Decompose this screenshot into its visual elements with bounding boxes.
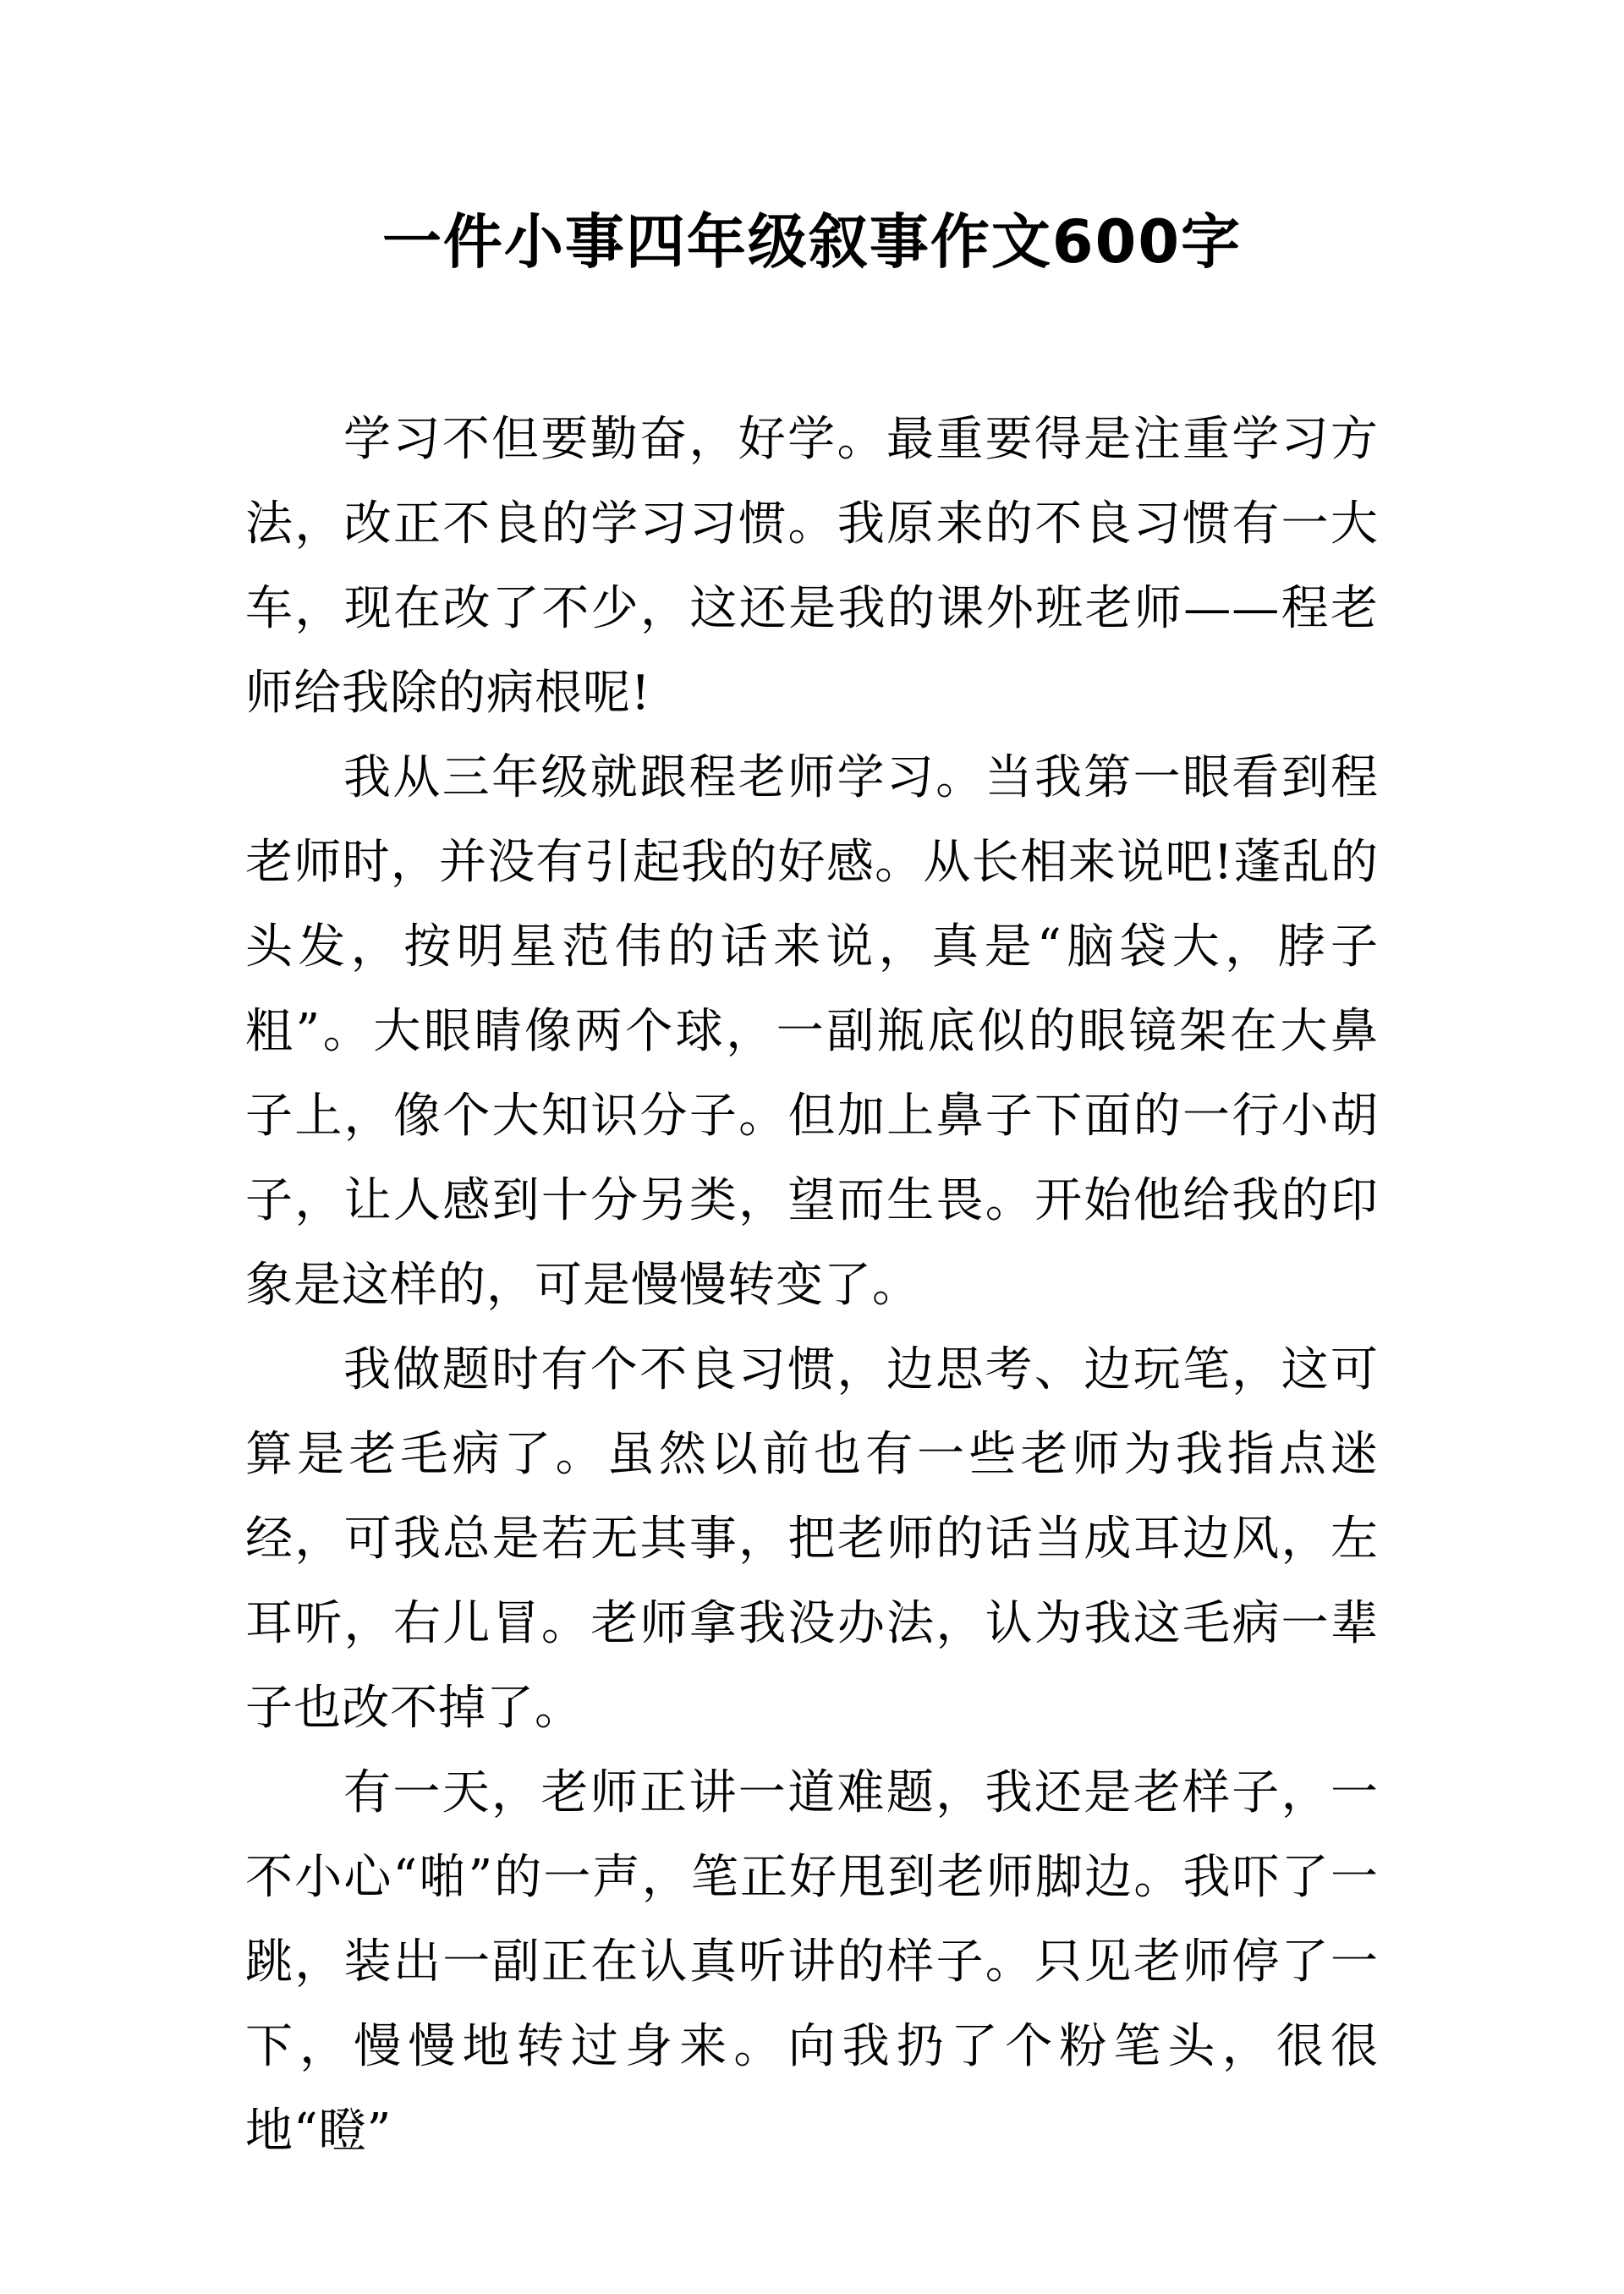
paragraph: 有一天，老师正讲一道难题，我还是老样子，一不小心“啪”的一声，笔正好甩到老师脚边。我吓了一跳，装出一副正在认真听讲的样子。只见老师停了一下，慢慢地转过身来。向我扔了个粉笔头，很很地“瞪” xyxy=(245,1765,1379,2159)
paragraph: 我从三年级就跟程老师学习。当我第一眼看到程老师时，并没有引起我的好感。从长相来说吧!蓬乱的头发，按明星范伟的话来说，真是“脑袋大，脖子粗”。大眼睛像两个球，一副瓶底似的眼镜架在大鼻子上，像个大知识分子。但加上鼻子下面的一行小胡子，让人感到十分另类，望而生畏。开始他给我的印象是这样的，可是慢慢转变了。 xyxy=(245,750,1379,1313)
document-body xyxy=(245,398,1379,2174)
paragraph: 我做题时有个不良习惯，边思考、边玩笔，这可算是老毛病了。虽然以前也有一些老师为我指点迷经，可我总是若无其事，把老师的话当成耳边风，左耳听，右儿冒。老师拿我没办法，认为我这毛病一辈子也改不掉了。 xyxy=(245,1342,1379,1736)
paragraph: 学习不但要勤奋，好学。最重要得是注重学习方法，改正不良的学习习惯。我原来的不良习惯有一大车，现在改了不少，这还是我的课外班老师——程老师给我除的病根呢! xyxy=(245,412,1379,721)
document-title: 一件小事四年级叙事作文600字 xyxy=(381,207,1243,277)
